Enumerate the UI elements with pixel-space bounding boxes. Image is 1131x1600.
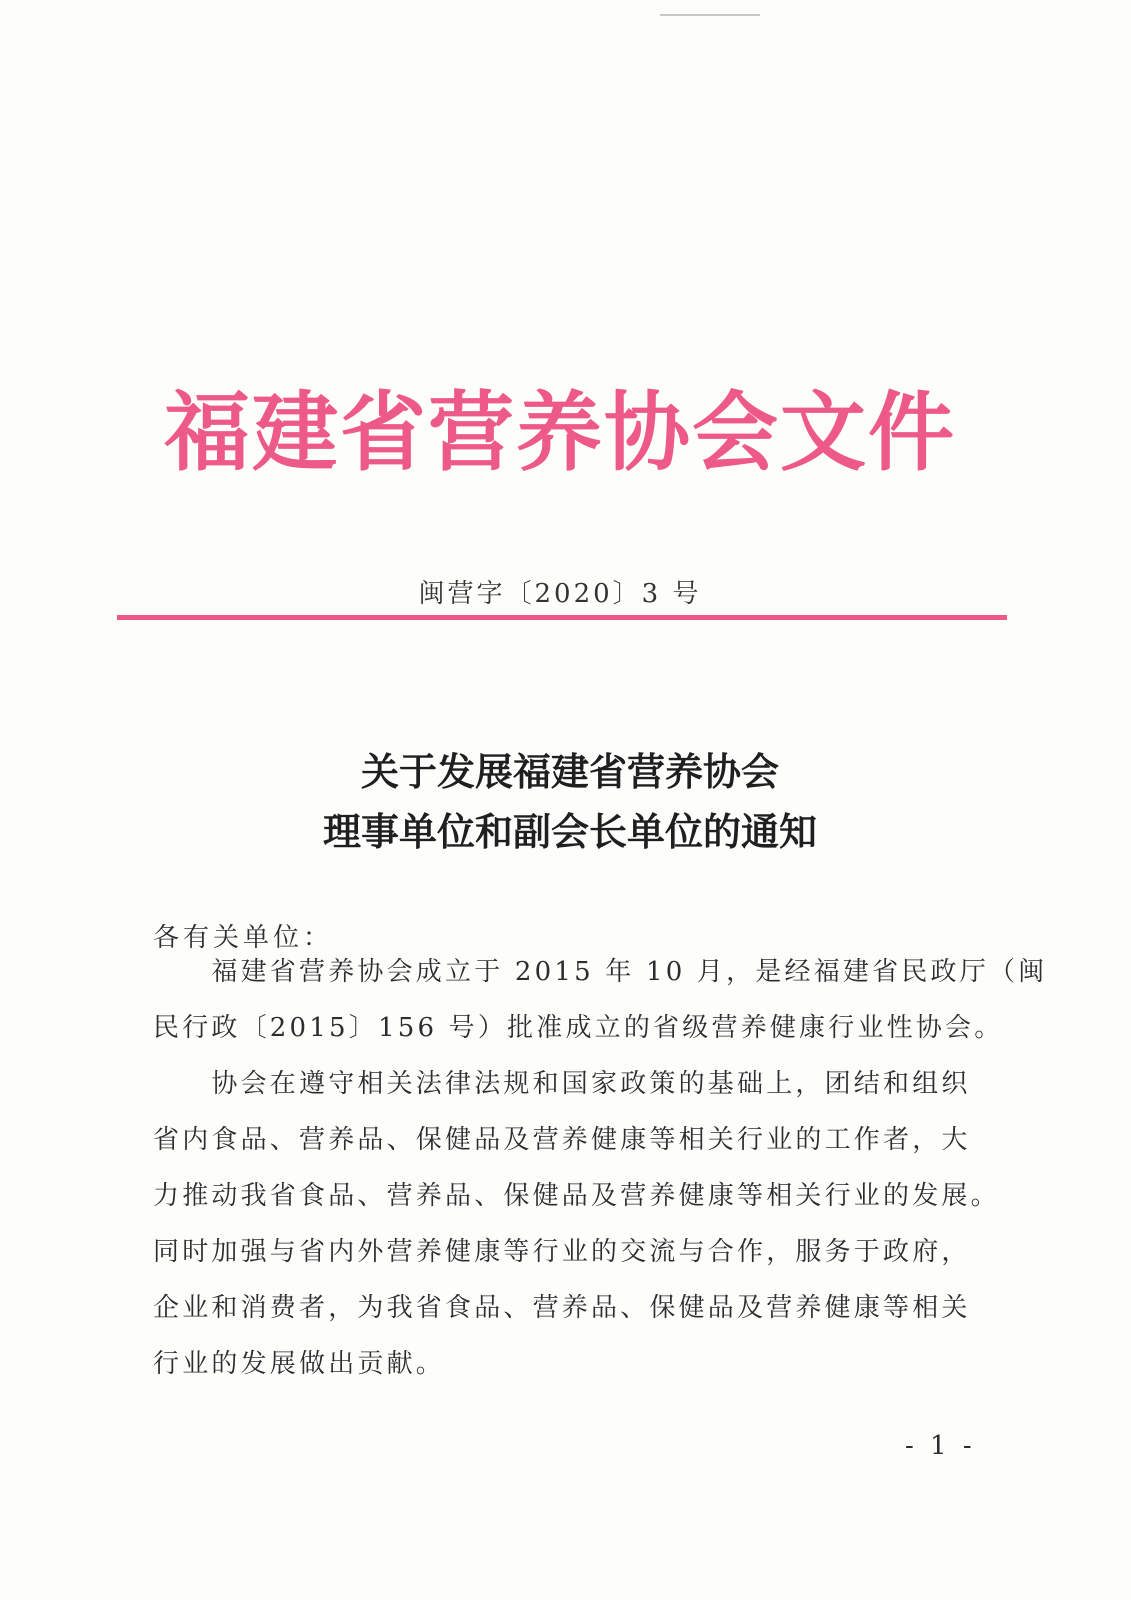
body-line: 行业的发展做出贡献。 <box>153 1349 446 1379</box>
scan-mark <box>660 14 760 16</box>
body-line: 福建省营养协会成立于 2015 年 10 月，是经福建省民政厅（闽 <box>153 957 1048 987</box>
notice-title <box>160 742 980 862</box>
body-line: 协会在遵守相关法律法规和国家政策的基础上，团结和组织 <box>153 1069 971 1099</box>
org-header-title: 福建省营养协会文件 <box>164 383 956 483</box>
salutation: 各有关单位： <box>153 923 334 953</box>
notice-title-line-1: 关于发展福建省营养协会 <box>360 749 779 794</box>
page-number: - 1 - <box>905 1431 976 1461</box>
body-line: 同时加强与省内外营养健康等行业的交流与合作，服务于政府， <box>153 1237 971 1267</box>
body-line: 力推动我省食品、营养品、保健品及营养健康等相关行业的发展。 <box>153 1181 1000 1211</box>
body-line: 民行政〔2015〕156 号）批准成立的省级营养健康行业性协会。 <box>153 1013 1004 1043</box>
red-separator-line <box>117 615 1007 620</box>
body-line: 省内食品、营养品、保健品及营养健康等相关行业的工作者，大 <box>153 1125 971 1155</box>
document-number: 闽营字〔2020〕3 号 <box>418 579 702 609</box>
notice-title-line-2: 理事单位和副会长单位的通知 <box>322 809 817 854</box>
body-line: 企业和消费者，为我省食品、营养品、保健品及营养健康等相关 <box>153 1293 971 1323</box>
